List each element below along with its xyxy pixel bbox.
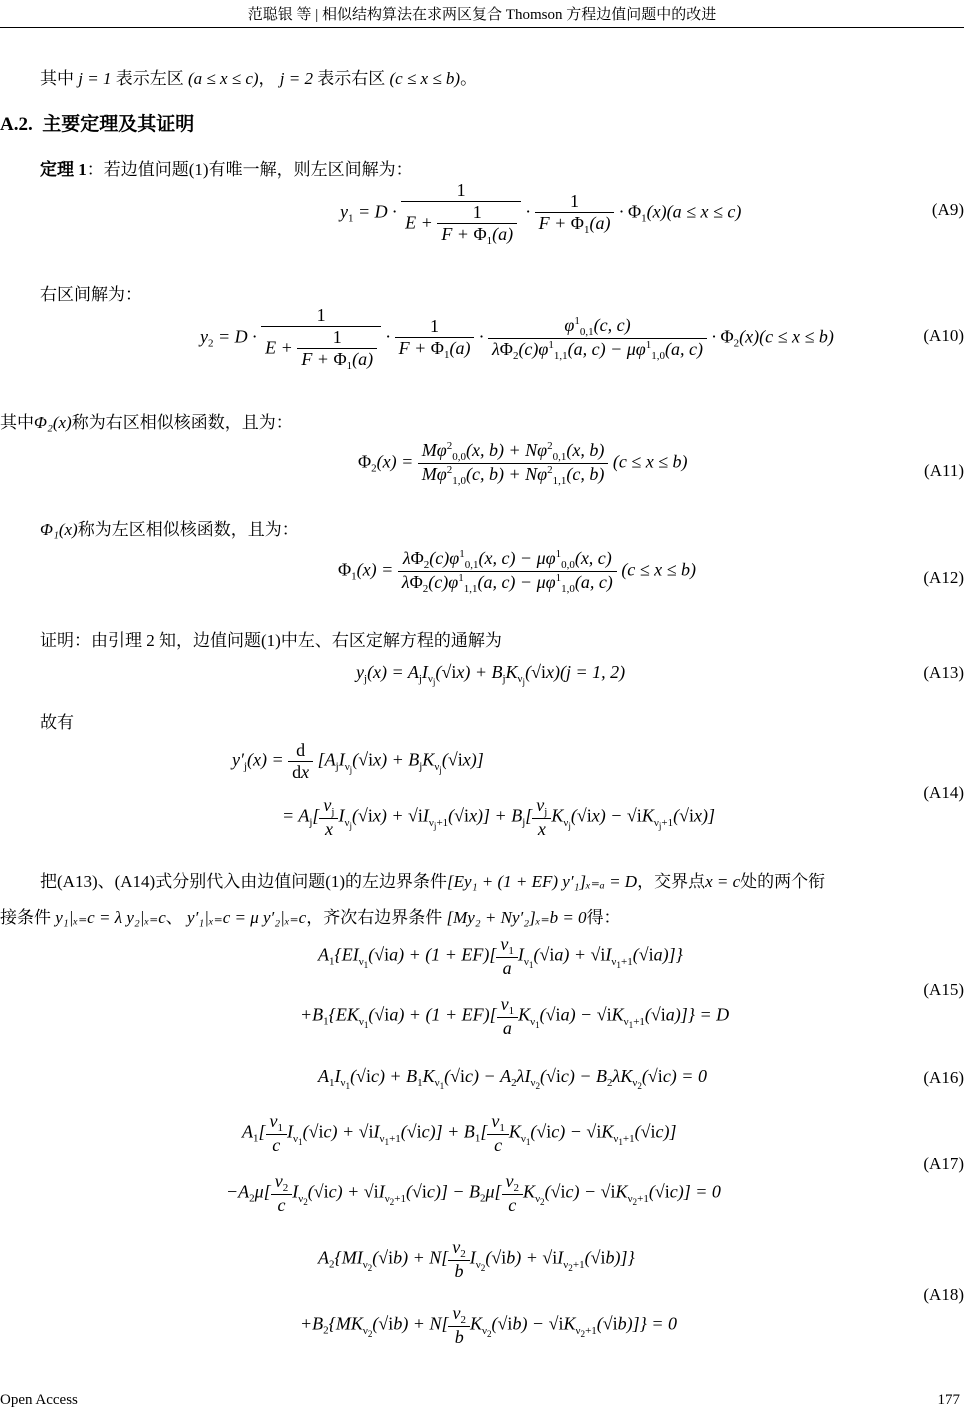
page-number: 177 bbox=[937, 1392, 960, 1408]
running-header: 范聪银 等 | 相似结构算法在求两区复合 Thomson 方程边值问题中的改进 bbox=[247, 7, 717, 23]
equation-a18-line1: $A_2\{MI_{\nu_2}(√ib) + N$[ $\frac{\nu_2}{b}$ $I_{\nu_2}(√ib) + √iI_{\nu_2+1}(√ib)$]} bbox=[318, 1237, 635, 1281]
substitution-line2 bbox=[0, 903, 621, 928]
substitution-text-1: 把(A13)、(A14)式分别代入由边值问题(1)的左边界条件 bbox=[40, 872, 448, 891]
substitution-text-2: ，交界点 bbox=[637, 872, 706, 891]
intro-right-interval: (c ≤ x ≤ b) bbox=[389, 69, 461, 88]
theorem-text: ：若边值问题(1)有唯一解，则左区间解为： bbox=[86, 160, 413, 179]
phi1-symbol: Φ₁(x) bbox=[40, 520, 78, 539]
equation-a15-line2: $+B_1\{EK_{\nu_1}(√ia) + (1 + EF)$[ $\frac{\nu_1}{a}$ $K_{\nu_1}(√ia) - √iK_{\nu_1+1}(√ia)]\} = D$ bbox=[300, 994, 730, 1038]
equation-a11: $\Phi_2(x)$ = $\frac{M\varphi^2_{0,0}(x, b) + N\varphi^2_{0,1}(x, b)}{M\varphi^2_{1,0}(c, b) + N\varphi^2_{1,1}(c, b)}$ (c ≤ x ≤ b) bbox=[358, 440, 688, 487]
eq-number-a17: (A17) bbox=[923, 1154, 964, 1173]
footer-open-access: Open Access bbox=[0, 1392, 78, 1408]
eq-number-a18: (A18) bbox=[923, 1285, 964, 1304]
equation-a14-line2: = $A_j$[ $\frac{\nu_j}{x}$ $I_{\nu_j}(√ix) + √iI_{\nu_j+1}(√ix)] + B_j$[ $\frac{\nu_j}{x}$ $K_{\nu_j}(√ix) - √iK_{\nu_j+1}(√ix)$] bbox=[282, 795, 715, 839]
section-heading bbox=[0, 109, 194, 136]
eq-number-a16: (A16) bbox=[923, 1068, 964, 1087]
right-boundary-condition: [My₂ + Ny′₂]ₓ₌b = 0 bbox=[446, 908, 587, 927]
eq-number-a15: (A15) bbox=[923, 980, 964, 999]
equation-a15-line1: $A_1\{EI_{\nu_1}(√ia) + (1 + EF)$[ $\frac{\nu_1}{a}$ $I_{\nu_1}(√ia) + √iI_{\nu_1+1}(√ia)$]} bbox=[318, 934, 683, 978]
eq-number-a13: (A13) bbox=[923, 663, 964, 682]
section-number: A.2. bbox=[0, 114, 33, 135]
eq-number-a14: (A14) bbox=[923, 783, 964, 802]
substitution-separator: 、 bbox=[165, 908, 183, 927]
theorem-label: 定理 1 bbox=[40, 160, 87, 179]
therefore-text: 故有 bbox=[40, 713, 74, 732]
intro-line bbox=[40, 64, 477, 89]
equation-a10: $y_2 = D$ · 1 E + $\frac{1}{F + \Phi_1(a)}$ · $\frac{1}{F + \Phi_1(a)}$ · $\frac{\varphi^1_{0,1}(c, c)}{\lambda\Phi_2(c)\varphi^1_{1,1}(a, c) - \mu\varphi^1_{1,0}(a, c)}$ · $\Phi_2(x)(c \le x \le b)$ bbox=[200, 305, 834, 372]
proof-line: 证明：由引理 2 知，边值问题(1)中左、右区定解方程的通解为 bbox=[40, 631, 502, 650]
substitution-text-6: 得： bbox=[586, 908, 621, 927]
junction-condition-2: y′₁|ₓ₌c = μ y′₂|ₓ₌c bbox=[187, 908, 307, 927]
equation-a16: $A_1I_{\nu_1}(√ic) + B_1K_{\nu_1}(√ic) - A_2\lambda I_{\nu_2}(√ic) - B_2\lambda K_{\nu_2}(√ic) = 0$ bbox=[318, 1066, 707, 1092]
equation-a18-line2: $+B_2\{MK_{\nu_2}(√ib) + N$[ $\frac{\nu_2}{b}$ $K_{\nu_2}(√ib) - √iK_{\nu_2+1}(√ib)]\} = 0$ bbox=[300, 1303, 678, 1347]
junction-point: x = c bbox=[705, 872, 741, 891]
header-rule bbox=[0, 27, 964, 28]
intro-left-interval: (a ≤ x ≤ c) bbox=[187, 69, 259, 88]
equation-a14-line1: $y'_j(x)$ = $\frac{d}{dx}$ $[A_jI_{\nu_j}(√ix) + B_jK_{\nu_j}(√ix)]$ bbox=[232, 740, 484, 782]
right-solution-label: 右区间解为： bbox=[40, 285, 142, 304]
phi2-symbol: Φ₂(x) bbox=[34, 413, 72, 432]
intro-comma: ， bbox=[258, 69, 276, 88]
substitution-line1 bbox=[40, 867, 825, 892]
junction-condition-1: y₁|ₓ₌c = λ y₂|ₓ₌c bbox=[55, 908, 166, 927]
phi2-prefix: 其中 bbox=[0, 413, 34, 432]
eq-number-a9: (A9) bbox=[931, 200, 964, 219]
equation-a13: $y_j(x) = A_jI_{\nu_j}(√ix) + B_jK_{\nu_j}(√ix)(j = 1$, 2) bbox=[356, 662, 626, 688]
section-title: 主要定理及其证明 bbox=[42, 114, 195, 135]
equation-a9: $y_1 = D$ · 1 E + $\frac{1}{F + \Phi_1(a)}$ · $\frac{1}{F + \Phi_1(a)}$ · $\Phi_1(x)(a \le x \le c)$ bbox=[340, 180, 742, 247]
equation-a12: $\Phi_1(x)$ = $\frac{\lambda\Phi_2(c)\varphi^1_{0,1}(x, c) - \mu\varphi^1_{0,0}(x, c)}{\lambda\Phi_2(c)\varphi^1_{1,1}(a, c) - \mu\varphi^1_{1,0}(a, c)}$ (c ≤ x ≤ b) bbox=[338, 548, 697, 595]
phi2-label bbox=[0, 408, 293, 433]
intro-j2: j = 2 bbox=[279, 69, 313, 88]
intro-period: 。 bbox=[460, 69, 478, 88]
theorem-1 bbox=[40, 155, 413, 180]
left-boundary-condition: [Ey₁ + (1 + EF) y′₁]ₓ₌ₐ = D bbox=[447, 872, 638, 891]
substitution-text-5: ，齐次右边界条件 bbox=[306, 908, 443, 927]
eq-number-a11: (A11) bbox=[924, 461, 964, 480]
eq-number-a10: (A10) bbox=[923, 326, 964, 345]
eq-number-a12: (A12) bbox=[923, 568, 964, 587]
substitution-text-3: 处的两个衔 bbox=[740, 872, 826, 891]
equation-a17-line2: $-A_2\mu$[ $\frac{\nu_2}{c}$ $I_{\nu_2}(√ic) + √iI_{\nu_2+1}(√ic)] - B_2\mu$[ $\frac{\nu_2}{c}$ $K_{\nu_2}(√ic) - √iK_{\nu_2+1}(√ic)] = 0$ bbox=[226, 1171, 721, 1215]
phi1-label bbox=[40, 515, 299, 540]
intro-j1: j = 1 bbox=[78, 69, 112, 88]
intro-left-text: 表示左区 bbox=[115, 69, 184, 88]
equation-a17-line1: $A_1$[ $\frac{\nu_1}{c}$ $I_{\nu_1}(√ic) + √iI_{\nu_1+1}(√ic)] + B_1$[ $\frac{\nu_1}{c}$ $K_{\nu_1}(√ic) - √iK_{\nu_1+1}(√ic)$] bbox=[242, 1111, 677, 1155]
phi1-text: 称为左区相似核函数，且为： bbox=[77, 520, 299, 539]
intro-prefix: 其中 bbox=[40, 69, 74, 88]
substitution-text-4: 接条件 bbox=[0, 908, 51, 927]
intro-right-text: 表示右区 bbox=[317, 69, 386, 88]
phi2-text: 称为右区相似核函数，且为： bbox=[71, 413, 293, 432]
